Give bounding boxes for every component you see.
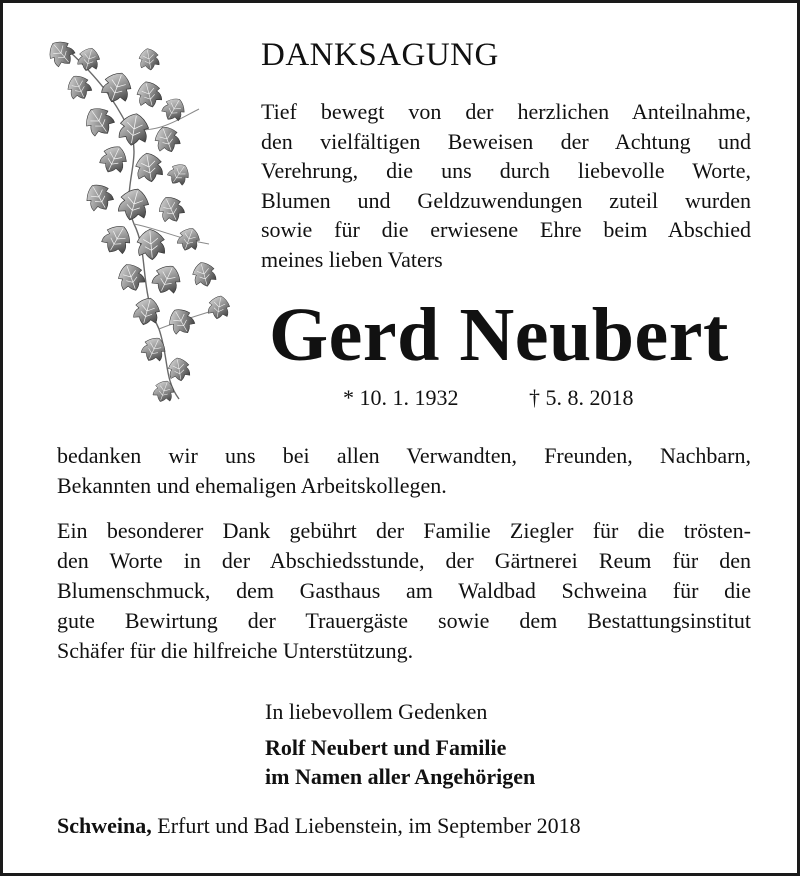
intro-line: Verehrung, die uns durch liebevolle Worte, <box>261 158 751 183</box>
special-thanks-paragraph <box>57 516 751 666</box>
signer-line: im Namen aller Angehörigen <box>265 764 536 789</box>
closing-phrase: In liebevollem Gedenken <box>265 699 488 724</box>
paragraph-line: Schäfer für die hilfreiche Unterstützung. <box>57 638 414 663</box>
intro-line: Tief bewegt von der herzlichen Anteilnahme, <box>261 99 751 124</box>
paragraph-line: den Worte in der Abschiedsstunde, der Gärtnerei Reum für den <box>57 548 751 573</box>
paragraph-line: bedanken wir uns bei allen Verwandten, Freunden, Nachbarn, <box>57 443 751 468</box>
paragraph-line: Ein besonderer Dank gebührt der Familie Ziegler für die trösten- <box>57 518 751 543</box>
thanks-paragraph <box>57 441 751 501</box>
place-and-date <box>57 811 581 841</box>
place-rest: Erfurt und Bad Liebenstein, im September 2018 <box>151 813 581 838</box>
death-date: † 5. 8. 2018 <box>529 385 634 410</box>
intro-line: meines lieben Vaters <box>261 246 443 272</box>
signers <box>265 733 535 791</box>
intro-text <box>261 97 751 274</box>
paragraph-line: Bekannten und ehemaligen Arbeitskollegen. <box>57 473 447 498</box>
ivy-vine-icon <box>39 39 239 409</box>
birth-date: * 10. 1. 1932 <box>343 385 459 410</box>
notice-title: DANKSAGUNG <box>261 37 499 73</box>
paragraph-line: Blumenschmuck, dem Gasthaus am Waldbad Schweina für die <box>57 578 751 603</box>
place-name: Schweina, <box>57 813 152 838</box>
intro-line: sowie für die erwiesene Ehre beim Abschied <box>261 217 751 242</box>
intro-line: den vielfältigen Beweisen der Achtung und <box>261 128 751 154</box>
deceased-name: Gerd Neubert <box>269 293 729 377</box>
intro-line: Blumen und Geldzuwendungen zuteil wurden <box>261 187 751 213</box>
paragraph-line: gute Bewirtung der Trauergäste sowie dem Bestattungsinstitut <box>57 608 751 633</box>
signer-line: Rolf Neubert und Familie <box>265 735 507 760</box>
